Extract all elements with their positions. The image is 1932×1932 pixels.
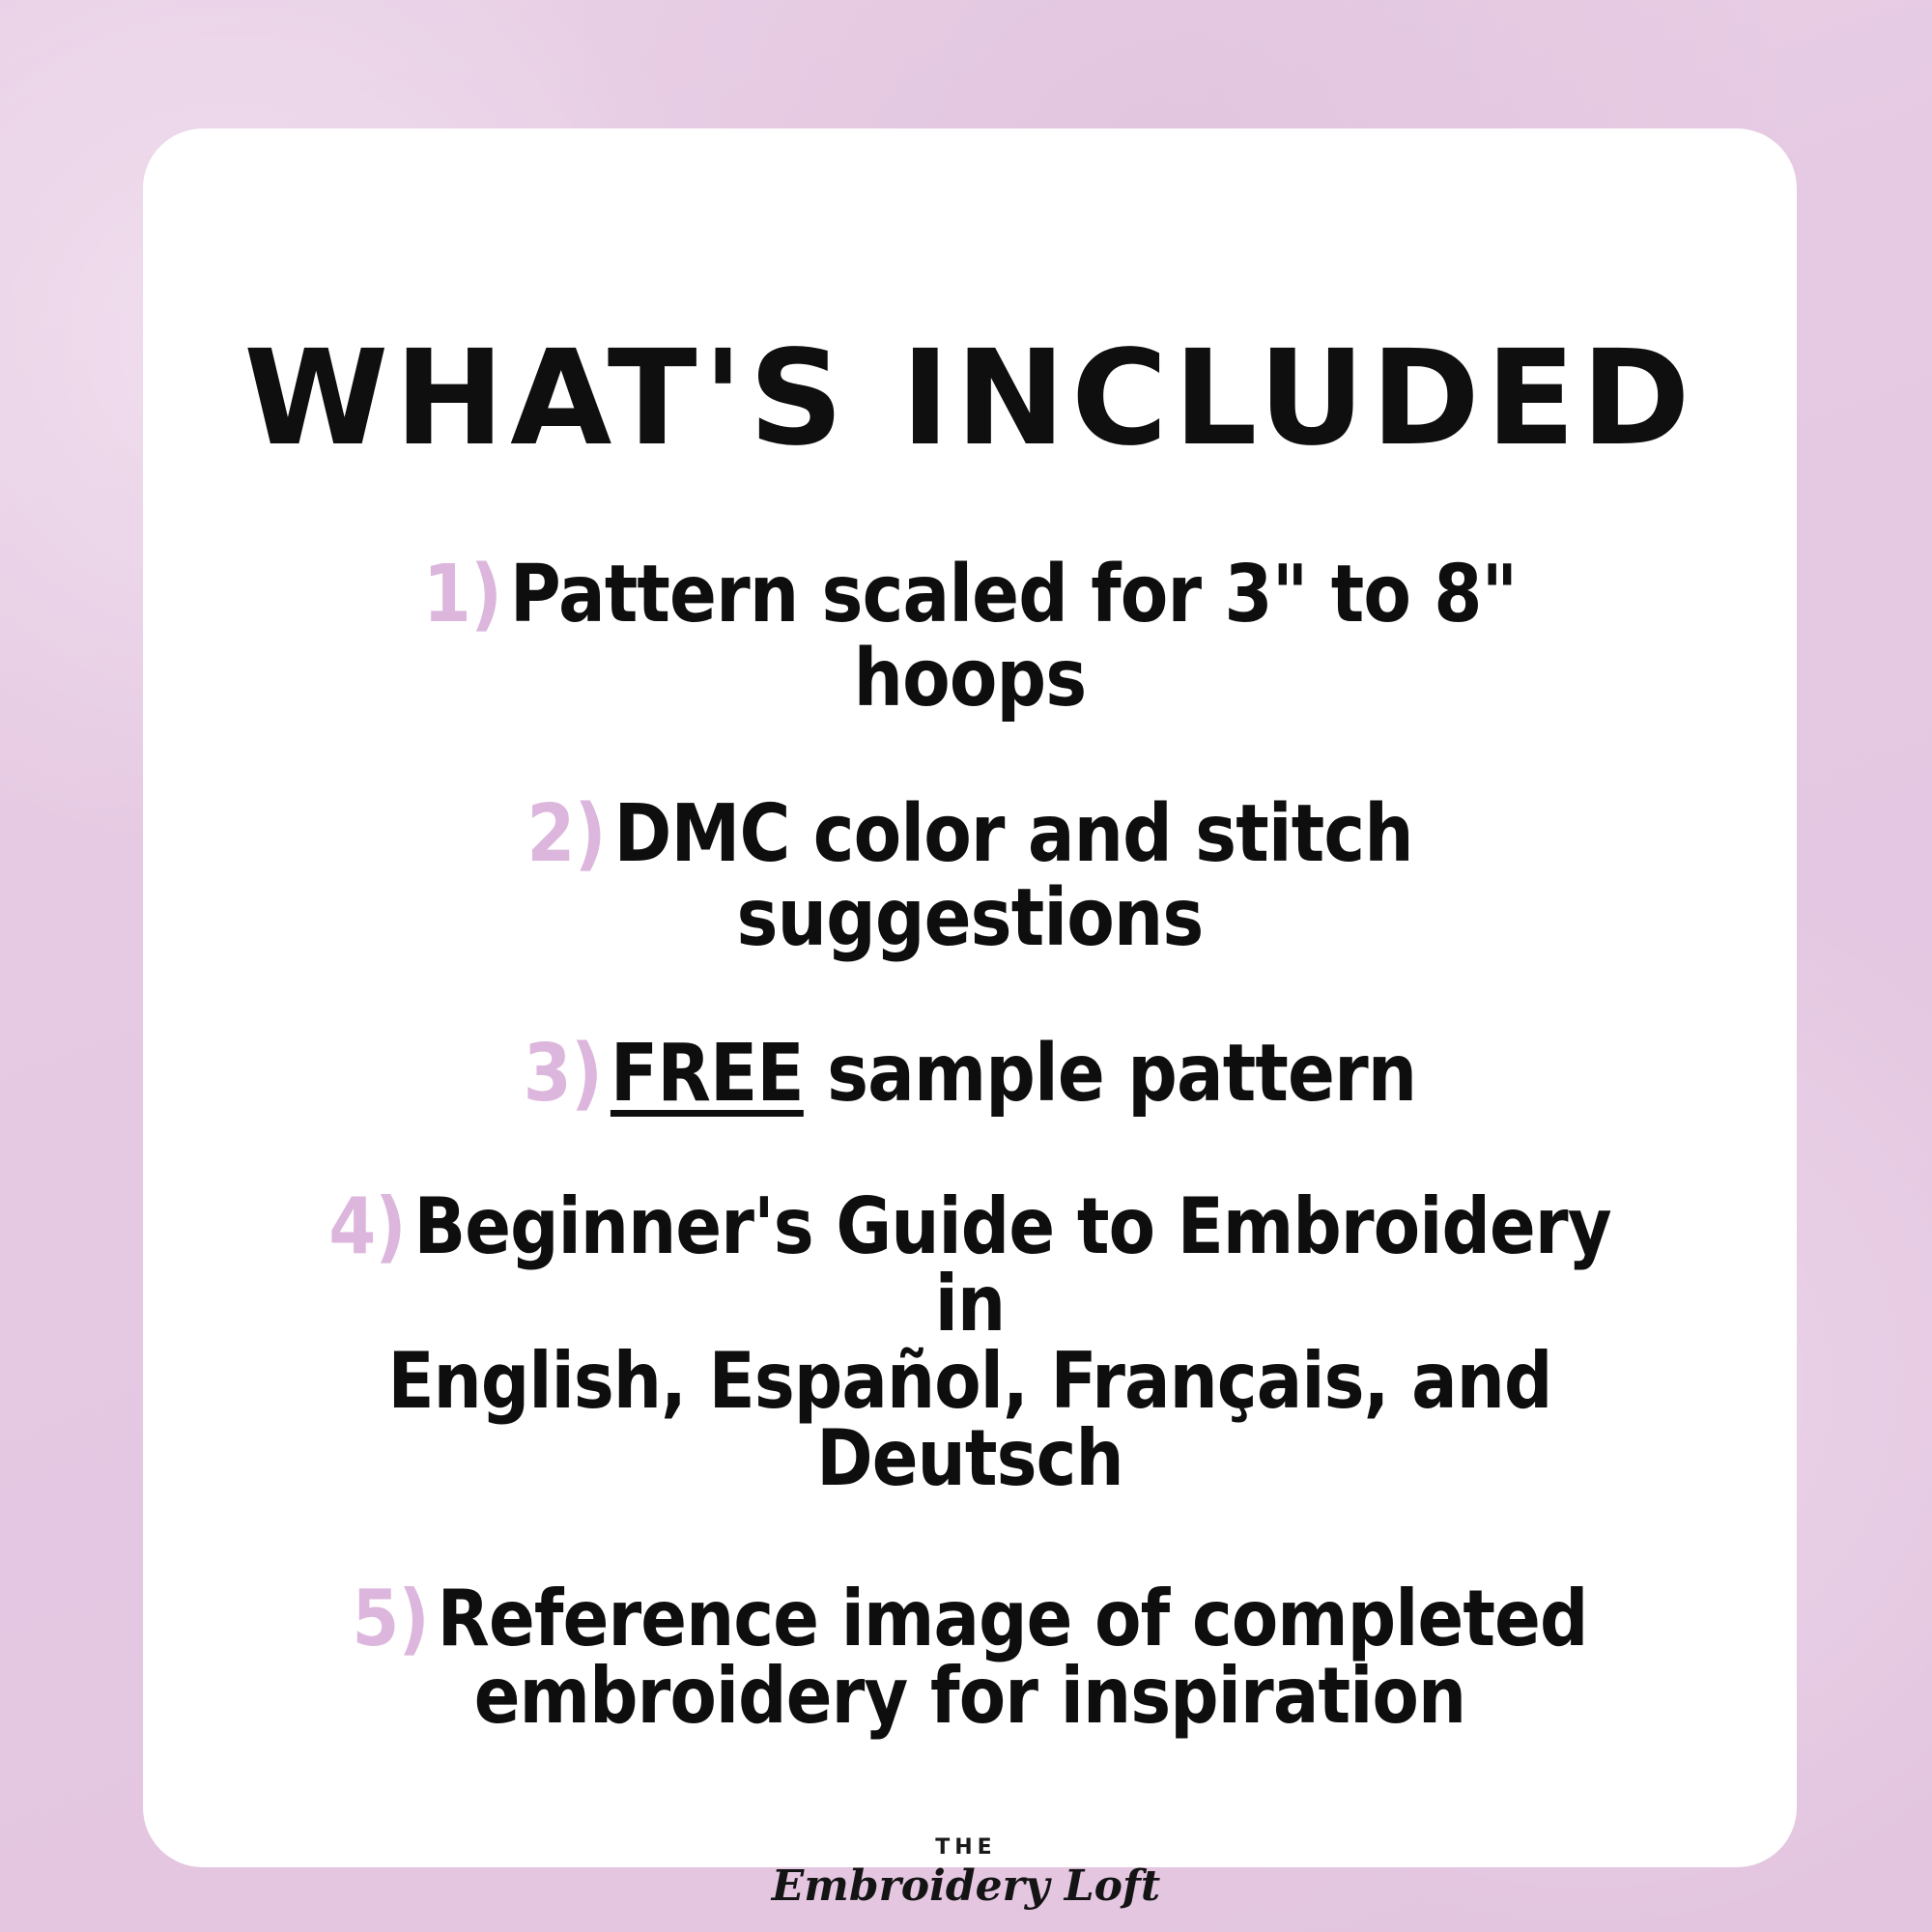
list-item-number: 3) (523, 1027, 603, 1120)
footer-eyebrow: THE (935, 1835, 997, 1860)
list-item-label: DMC color and stitch suggestions (613, 787, 1413, 964)
list-item (301, 549, 1637, 724)
list-item (301, 1027, 1637, 1120)
brand-footer (0, 1835, 1932, 1911)
list-item-label: Beginner's Guide to Embroidery in (413, 1180, 1611, 1349)
list-item-label: sample pattern (803, 1027, 1417, 1120)
list-item-number: 5) (352, 1573, 429, 1663)
list-item (301, 1180, 1637, 1503)
list-item-number: 2) (526, 787, 606, 880)
list-item (301, 1573, 1637, 1741)
list-item (301, 787, 1637, 964)
page-title: WHAT'S INCLUDED (243, 323, 1696, 475)
list-item-label: Pattern scaled for 3" to 8" hoops (509, 549, 1518, 724)
footer-brand-name: Embroidery Loft (771, 1861, 1161, 1911)
content-card (143, 128, 1797, 1867)
list-item-number: 1) (422, 549, 502, 640)
list-item-emphasis: FREE (610, 1027, 804, 1120)
list-item-label-second-line: embroidery for inspiration (473, 1650, 1466, 1741)
list-item-label-second-line: English, Español, Français, and Deutsch (387, 1335, 1552, 1503)
list-item-number: 4) (328, 1180, 406, 1271)
included-list (211, 549, 1729, 1741)
list-item-label: Reference image of completed (437, 1573, 1588, 1663)
